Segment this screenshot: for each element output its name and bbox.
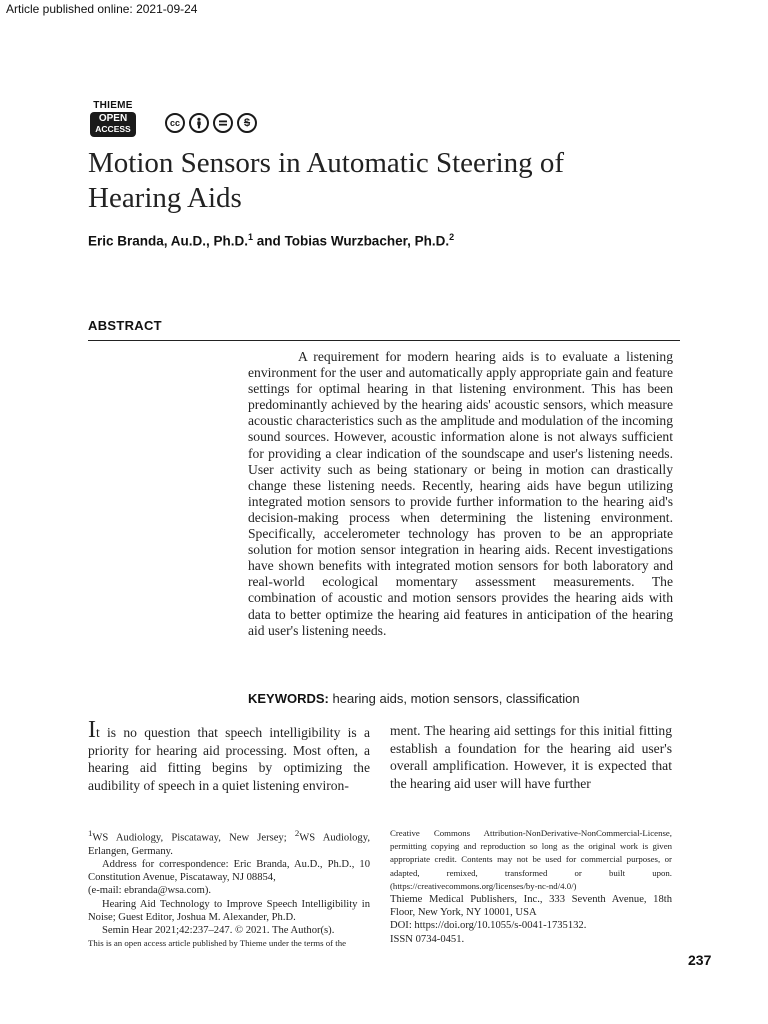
affiliation-1: WS Audiology, Piscataway, New Jersey; [92,832,295,844]
body-column-left [88,717,370,794]
body-column-right: ment. The hearing aid settings for this initial fitting establish a foundation for the hearing aid user's overall amplification. However, it is expected that the hearing aid user will have further [390,723,672,791]
doi-link[interactable]: DOI: https://doi.org/10.1055/s-0041-1735132. [390,920,587,932]
abstract-heading: ABSTRACT [88,318,162,333]
nc-icon: $ [237,113,257,133]
license-notice[interactable]: Creative Commons Attribution-NonDerivative-NonCommercial-License, permitting copying and reproduction so long as the original work is given appropriate credit. Contents may not be used for commercial purposes, or adapted, remixed, transformed or built upon. (https://creativecommons.org/licenses/by-nc-nd/4.0/) [390,828,672,891]
citation: Semin Hear 2021;42:237–247. © 2021. The Author(s). [102,924,335,936]
thieme-open-access-logo[interactable] [90,100,136,137]
page-number: 237 [688,952,712,968]
publication-date: Article published online: 2021-09-24 [6,2,198,16]
footnotes-left [88,827,370,950]
body-text-left: t is no question that speech intelligibility is a priority for hearing aid processing. Most often, a hearing aid fitting begins by optimizing the audibility of speech in a quiet listening environ- [88,725,370,793]
logo-thieme-text: THIEME [93,100,133,111]
keywords [248,691,580,706]
person-icon [193,117,205,129]
abstract-text: A requirement for modern hearing aids is to evaluate a listening environment for the user and automatically apply appropriate gain and feature settings for optimal hearing in that listening environment. This has been predominantly achieved by the hearing aids' acoustic sensors, which measure acoustic characteristics such as the amplitude and modulation of the incoming sound sources. However, acoustic information alone is not always sufficient for providing a clear indication of the soundscape and user's listening needs. User activity such as being stationary or being in motion can drastically change these listening needs. Recently, hearing aids have begun utilizing integrated motion sensors to provide further information to the hearing aid's decision-making process when determining the listening environment. Specifically, accelerometer technology has proven to be an appropriate solution for motion sensor integration in hearing aids. Recent investigations have shown benefits with integrated motion sensors for both laboratory and real-world ecological momentary assessment measurements. The combination of acoustic and motion sensors provides the hearing aids with data to better optimize the hearing aid features in anticipation of the hearing aid user's listening needs. [248,349,673,638]
publisher-address: Thieme Medical Publishers, Inc., 333 Seventh Avenue, 18th Floor, New York, NY 10001, USA [390,894,672,919]
affil-sup-2: 2 [294,828,300,838]
issue-info: Hearing Aid Technology to Improve Speech Intelligibility in Noise; Guest Editor, Joshua M. Alexander, Ph.D. [88,898,370,923]
equals-icon [218,118,228,128]
drop-cap: I [88,717,96,743]
abstract-divider [88,340,680,341]
author-1: Eric Branda, Au.D., Ph.D. [88,233,249,249]
correspondence-email[interactable]: (e-mail: ebranda@wsa.com). [88,885,211,897]
authors-and: and [253,233,285,249]
license-icons[interactable] [165,113,257,133]
keywords-text: hearing aids, motion sensors, classification [332,691,580,706]
keywords-label: KEYWORDS: [248,691,329,706]
footnotes-right [390,827,672,946]
issn: ISSN 0734-0451. [390,933,465,945]
author-1-affil: 1 [248,232,254,242]
affiliations [88,827,370,858]
nd-icon [213,113,233,133]
affil-sup-1: 1 [88,828,93,838]
article-title: Motion Sensors in Automatic Steering of Hearing Aids [88,147,565,214]
author-2: Tobias Wurzbacher, Ph.D. [284,233,450,249]
open-access-notice: This is an open access article published by Thieme under the terms of the [88,938,347,949]
logo-open-text: OPEN [98,113,128,124]
author-2-affil: 2 [449,232,455,242]
logo-open-access-badge [90,112,136,137]
by-icon [189,113,209,133]
cc-icon: cc [165,113,185,133]
correspondence: Address for correspondence: Eric Branda, Au.D., Ph.D., 10 Constitution Avenue, Piscataway, NJ 08854, [88,858,370,884]
authors [88,232,454,249]
affiliation-2: WS Audiology, Erlangen, Germany. [88,832,370,857]
logo-access-text: ACCESS [95,124,131,134]
